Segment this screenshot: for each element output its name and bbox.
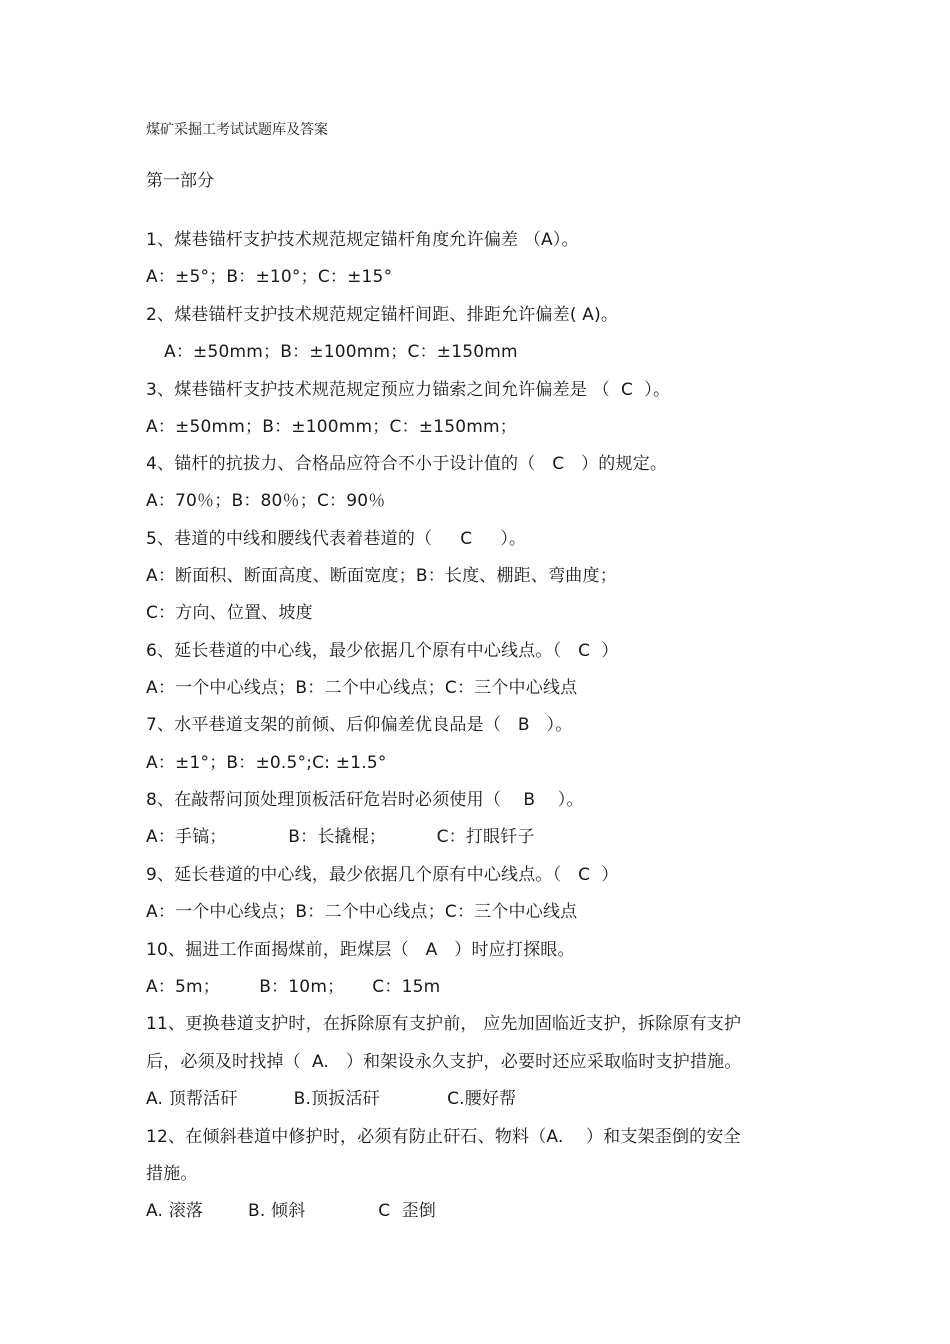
document-title: 煤矿采掘工考试试题库及答案 (146, 122, 328, 138)
answer-options-9: A：一个中心线点；B：二个中心线点；C：三个中心线点 (146, 902, 578, 922)
answer-options-7: A：±1°；B：±0.5°;C: ±1.5° (146, 753, 387, 773)
section-heading: 第一部分 (146, 171, 214, 191)
question-7: 7、水平巷道支架的前倾、后仰偏差优良品是（ B ）。 (146, 715, 573, 735)
question-2: 2、煤巷锚杆支护技术规范规定锚杆间距、排距允许偏差( A)。 (146, 305, 619, 325)
question-11-line-2: 后，必须及时找掉（ A. ）和架设永久支护，必要时还应采取临时支护措施。 (146, 1052, 742, 1072)
question-12-line-2: 措施。 (146, 1164, 198, 1184)
question-5: 5、巷道的中线和腰线代表着巷道的（ C ）。 (146, 529, 527, 549)
answer-options-2: A：±50mm；B：±100mm；C：±150mm (164, 342, 518, 362)
answer-options-6: A：一个中心线点；B：二个中心线点；C：三个中心线点 (146, 678, 578, 698)
answer-options-11: A. 顶帮活矸 B.顶扳活矸 C.腰好帮 (146, 1089, 517, 1109)
question-11-line-1: 11、更换巷道支护时，在拆除原有支护前， 应先加固临近支护，拆除原有支护 (146, 1014, 742, 1034)
question-6: 6、延长巷道的中心线，最少依据几个原有中心线点。（ C ） (146, 641, 619, 661)
answer-options-8: A：手镐； B：长撬棍； C：打眼钎子 (146, 827, 535, 847)
question-10: 10、掘进工作面揭煤前，距煤层（ A ）时应打探眼。 (146, 940, 575, 960)
answer-options-1: A：±5°；B：±10°；C：±15° (146, 267, 393, 287)
answer-options-10: A：5m； B：10m； C：15m (146, 977, 441, 997)
question-1: 1、煤巷锚杆支护技术规范规定锚杆角度允许偏差 （A）。 (146, 230, 579, 250)
answer-options-12: A. 滚落 B. 倾斜 C 歪倒 (146, 1201, 436, 1221)
answer-options-5b: C：方向、位置、坡度 (146, 603, 313, 623)
question-8: 8、在敲帮问顶处理顶板活矸危岩时必须使用（ B ）。 (146, 790, 584, 810)
answer-options-3: A：±50mm；B：±100mm；C：±150mm； (146, 417, 517, 437)
question-4: 4、锚杆的抗拔力、合格品应符合不小于设计值的（ C ）的规定。 (146, 454, 668, 474)
question-9: 9、延长巷道的中心线，最少依据几个原有中心线点。（ C ） (146, 865, 619, 885)
answer-options-5a: A：断面积、断面高度、断面宽度；B：长度、棚距、弯曲度； (146, 566, 617, 586)
question-3: 3、煤巷锚杆支护技术规范规定预应力锚索之间允许偏差是 （ C ）。 (146, 380, 671, 400)
question-12-line-1: 12、在倾斜巷道中修护时，必须有防止矸石、物料（A. ）和支架歪倒的安全 (146, 1127, 741, 1147)
answer-options-4: A：70％；B：80％；C：90％ (146, 491, 386, 511)
